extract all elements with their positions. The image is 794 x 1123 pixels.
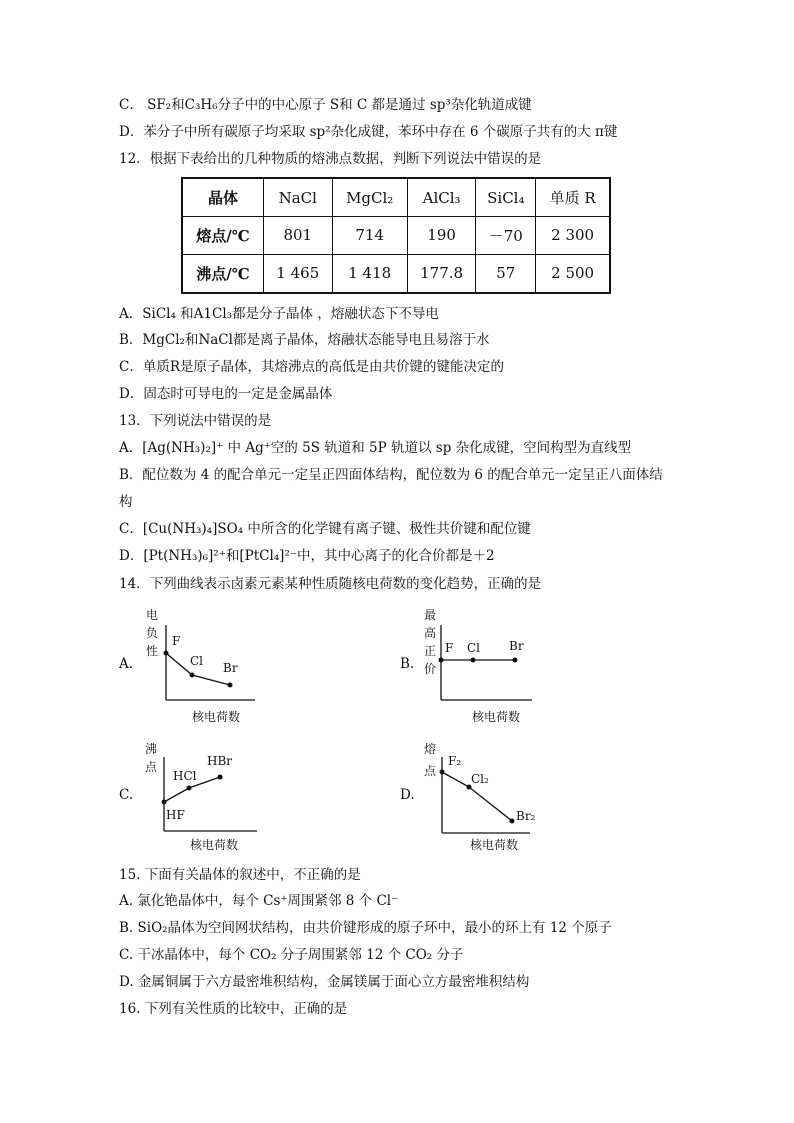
point-label: F [172,634,181,648]
table-cell: NaCl [264,178,333,217]
point-label: Br₂ [516,809,536,823]
table-cell: 单质 R [536,178,610,217]
q13-option-a: A．[Ag(NH₃)₂]⁺ 中 Ag⁺空的 5S 轨道和 5P 轨道以 sp 杂化成键，空间构型为直线型 [119,440,632,456]
table-cell: 190 [407,217,476,255]
q15-option-d: D. 金属铜属于六方最密堆积结构，金属镁属于面心立方最密堆积结构 [119,974,530,990]
table-cell: 57 [476,254,536,293]
q13-option-c: C．[Cu(NH₃)₄]SO₄ 中所含的化学键有离子键、极性共价键和配位键 [119,521,531,537]
data-point [513,658,518,663]
q12-option-a: A．SiCl₄ 和A1Cl₃都是分子晶体 ，熔融状态下不导电 [119,306,439,322]
q12-option-b: B．MgCl₂和NaCl都是离子晶体，熔融状态能导电且易溶于水 [119,332,490,348]
melting-boiling-table [181,177,611,294]
data-point [218,775,223,780]
table-row [182,217,610,255]
point-label: F₂ [448,754,462,768]
y-axis-label: 点 [424,764,437,778]
table-cell: 熔点/℃ [182,217,264,255]
table-cell: 沸点/℃ [182,254,264,293]
y-axis-label: 高 [424,626,437,640]
q15-option-b: B. SiO₂晶体为空间网状结构，由共价键形成的原子环中，最小的环上有 12 个原子 [119,920,612,936]
table-cell: 1 418 [332,254,407,293]
q14-option-c-label: C. [119,787,134,803]
table-cell: MgCl₂ [332,178,407,217]
q13-option-b-cont: 构 [119,494,133,510]
point-label: F [445,641,454,655]
q14-option-b-label: B. [400,656,415,672]
y-axis-label: 性 [146,644,159,658]
q12-option-d: D．固态时可导电的一定是金属晶体 [119,386,333,402]
table-cell: 177.8 [407,254,476,293]
point-label: Cl₂ [471,772,489,786]
point-label: HF [166,808,185,822]
table-cell: 2 300 [536,217,610,255]
data-point [471,658,476,663]
table-cell: －70 [476,217,536,255]
table-cell: 2 500 [536,254,610,293]
data-point [439,658,444,663]
table-cell: AlCl₃ [407,178,476,217]
point-label: Br [223,661,238,675]
graph-b [420,605,550,725]
q15-option-c: C. 干冰晶体中，每个 CO₂ 分子周围紧邻 12 个 CO₂ 分子 [119,947,464,963]
y-axis-label: 负 [146,626,159,640]
table-cell: 1 465 [264,254,333,293]
y-axis-label: 熔 [424,742,437,756]
q15-stem: 15. 下面有关晶体的叙述中，不正确的是 [119,867,361,883]
q13-stem: 13．下列说法中错误的是 [119,413,272,429]
q12-option-c: C．单质R是原子晶体，其熔沸点的高低是由共价键的键能决定的 [119,359,504,375]
y-axis-label: 点 [145,760,158,774]
point-label: Cl [190,654,204,668]
table-cell: 801 [264,217,333,255]
point-label: HCl [173,769,197,783]
q11-option-c: C． SF₂和C₃H₆分子中的中心原子 S和 C 都是通过 sp³杂化轨道成键 [119,97,532,113]
graph-d [420,735,550,855]
y-axis-label: 沸 [145,742,158,756]
table-row [182,254,610,293]
point-label: Br [509,639,524,653]
graph-a [140,605,270,725]
table-cell: SiCl₄ [476,178,536,217]
q13-option-b: B．配位数为 4 的配合单元一定呈正四面体结构，配位数为 6 的配合单元一定呈正八面体结 [119,467,663,483]
y-axis-label: 价 [424,662,437,676]
data-point [228,683,233,688]
data-point [164,651,169,656]
q16-stem: 16. 下列有关性质的比较中，正确的是 [119,1001,348,1017]
data-point [190,673,195,678]
q14-option-d-label: D. [400,787,415,803]
x-axis-label: 核电荷数 [190,838,239,852]
graph-c [140,735,270,855]
table-cell: 714 [332,217,407,255]
data-point [187,786,192,791]
data-point [162,800,167,805]
table-header-row [182,178,610,217]
point-label: HBr [207,754,233,768]
y-axis-label: 最 [424,608,437,622]
x-axis-label: 核电荷数 [472,710,521,724]
q14-stem: 14．下列曲线表示卤素元素某种性质随核电荷数的变化趋势，正确的是 [119,576,542,592]
q12-stem: 12．根据下表给出的几种物质的熔沸点数据，判断下列说法中错误的是 [119,151,542,167]
q14-option-a-label: A. [119,656,134,672]
q15-option-a: A. 氯化铯晶体中，每个 Cs⁺周围紧邻 8 个 Cl⁻ [119,893,399,909]
y-axis-label: 电 [146,608,159,622]
y-axis-label: 正 [424,644,437,658]
q11-option-d: D．苯分子中所有碳原子均采取 sp²杂化成键，苯环中存在 6 个碳原子共有的大 π键 [119,124,618,140]
data-point [440,770,445,775]
q13-option-d: D．[Pt(NH₃)₆]²⁺和[PtCl₄]²⁻中，其中心离子的化合价都是＋2 [119,548,495,564]
x-axis-label: 核电荷数 [192,710,241,724]
point-label: Cl [467,641,481,655]
x-axis-label: 核电荷数 [470,838,519,852]
table-cell: 晶体 [182,178,264,217]
data-point [510,819,515,824]
